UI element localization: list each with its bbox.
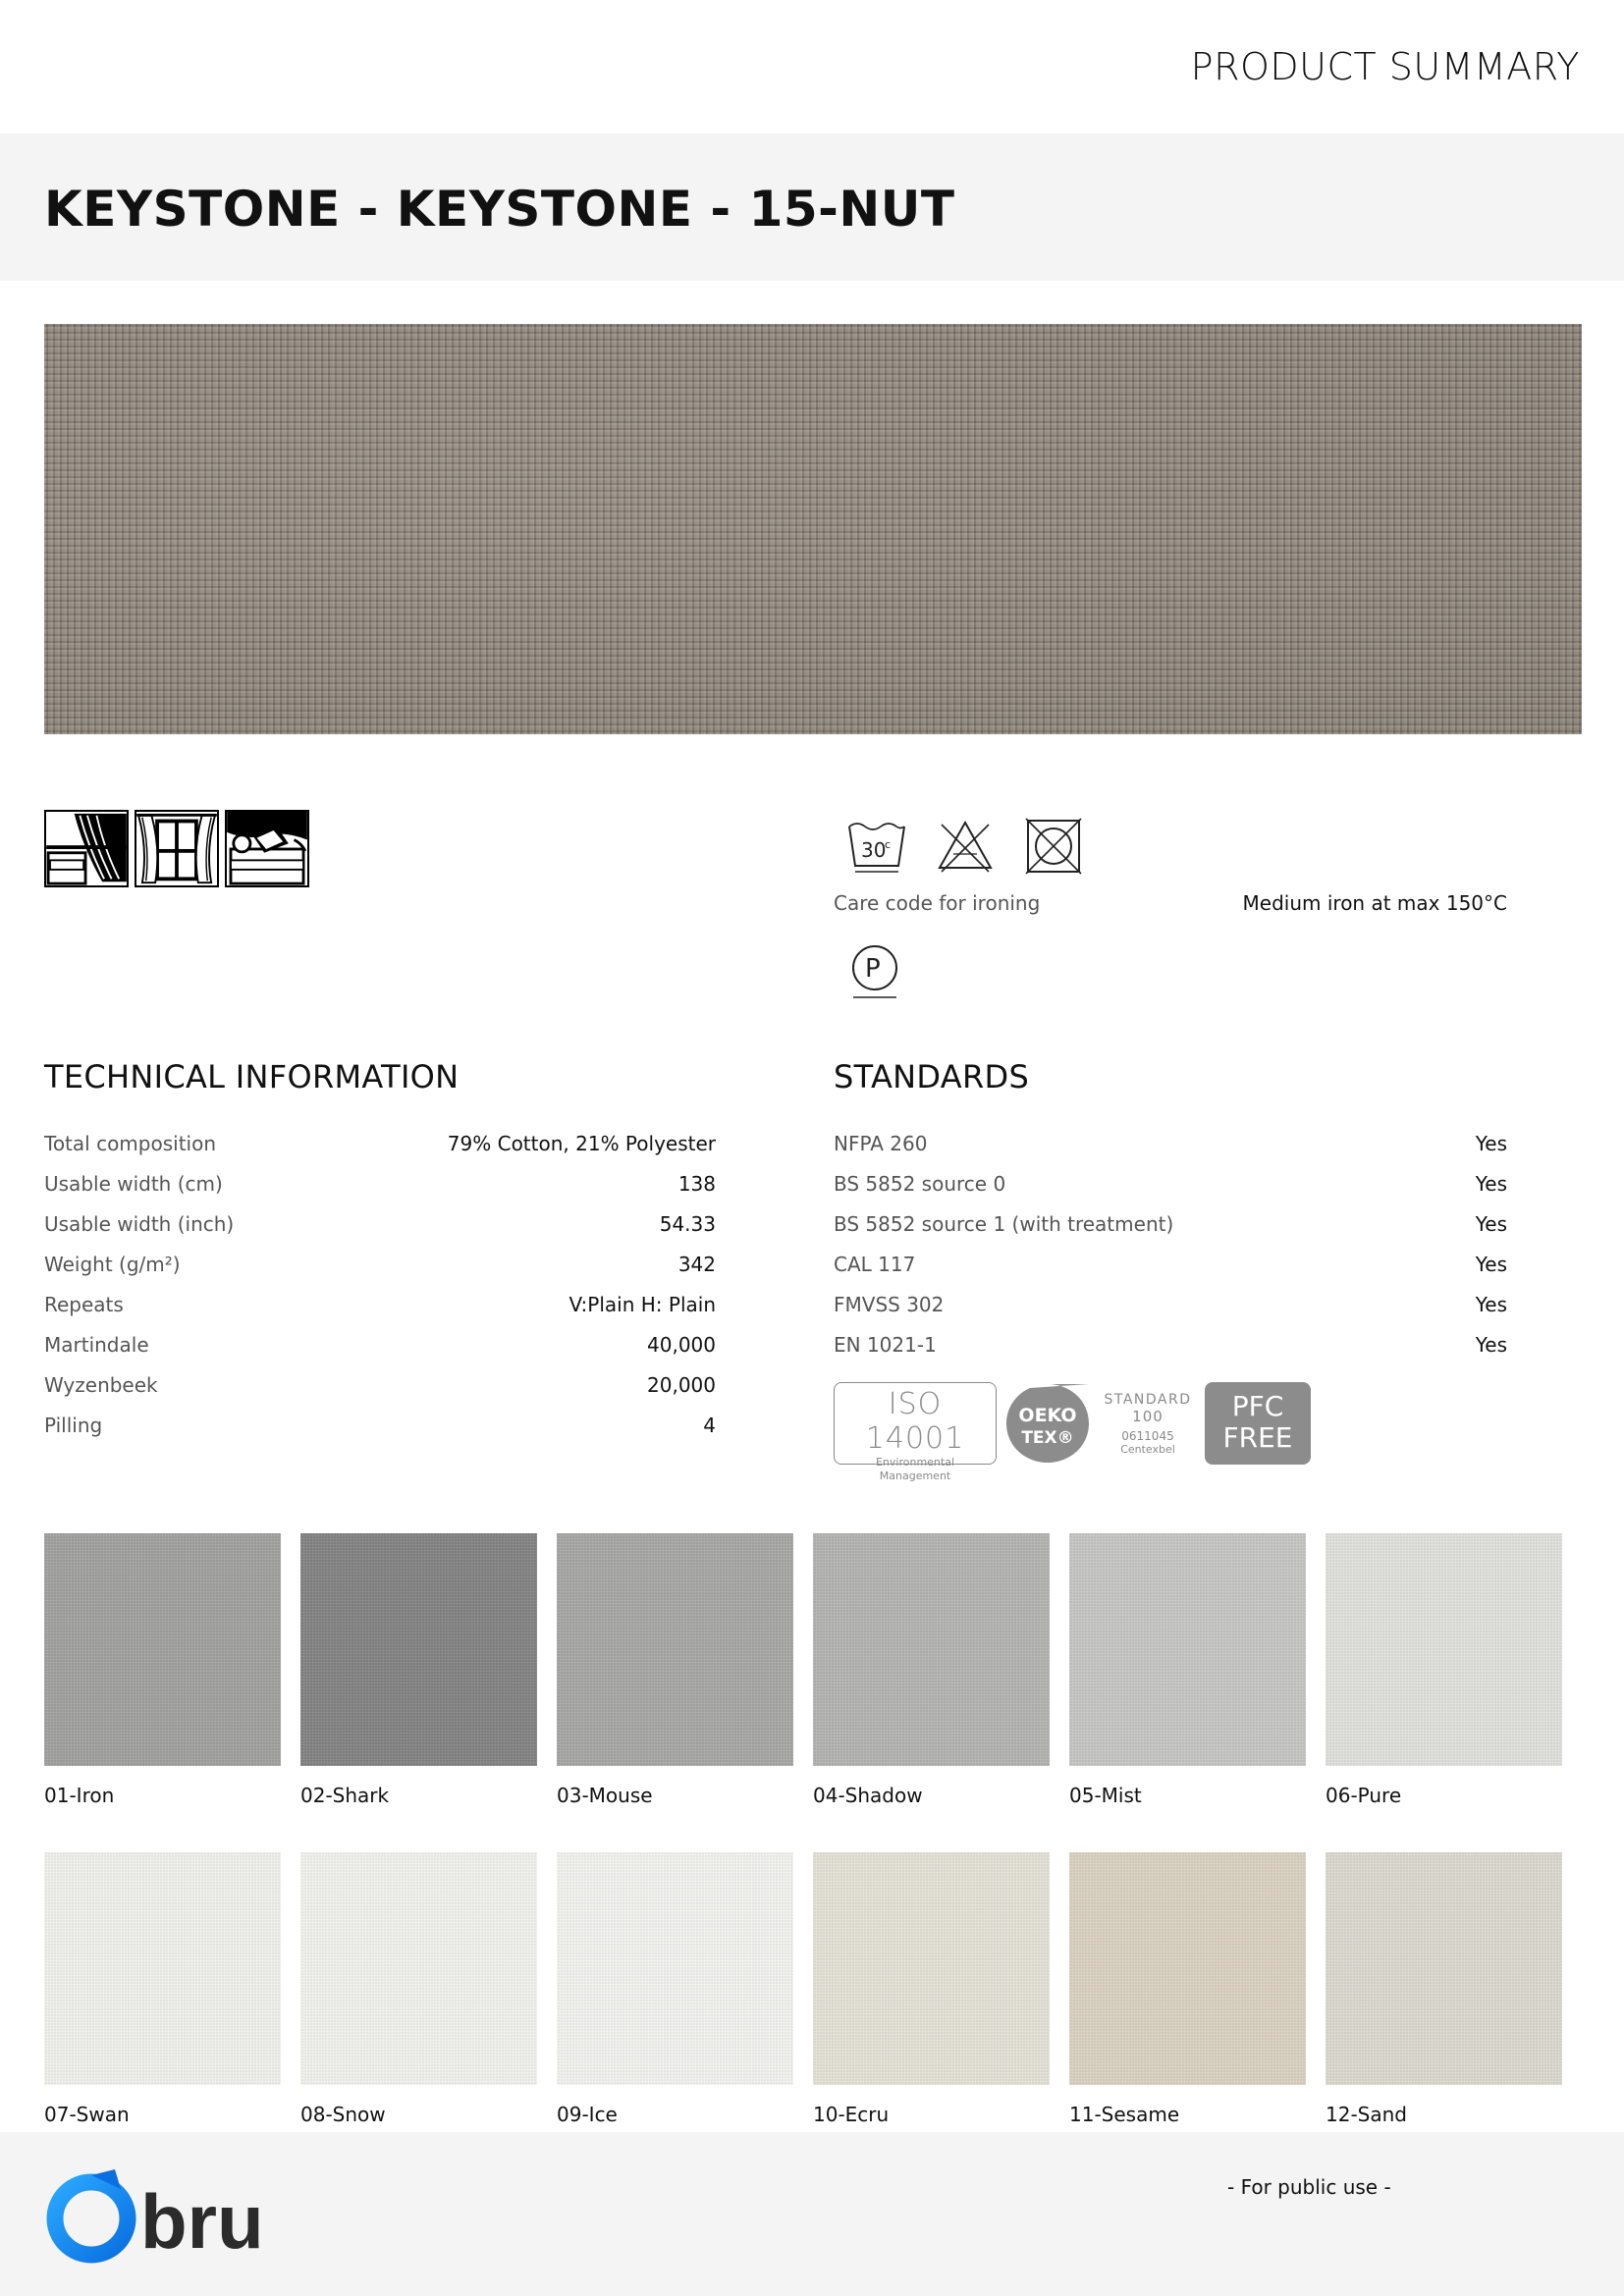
colorway-item[interactable]: [813, 1533, 1050, 1807]
colorway-chip: [1326, 1852, 1562, 2085]
pfc-line-1: PFC: [1231, 1390, 1284, 1422]
row-value: Yes: [1475, 1212, 1507, 1236]
row-value: 20,000: [647, 1373, 716, 1397]
row-label: BS 5852 source 1 (with treatment): [834, 1212, 1174, 1236]
table-row: [834, 1253, 1507, 1293]
colorway-item[interactable]: [300, 1533, 537, 1807]
colorway-label: 01-Iron: [44, 1784, 115, 1807]
row-label: Pilling: [44, 1414, 103, 1437]
colorway-chip: [44, 1533, 281, 1766]
row-label: BS 5852 source 0: [834, 1172, 1006, 1196]
row-value: 79% Cotton, 21% Polyester: [447, 1132, 716, 1155]
row-label: Martindale: [44, 1333, 149, 1357]
table-row: [44, 1293, 716, 1333]
colorway-chip: [813, 1533, 1050, 1766]
row-value: 342: [677, 1253, 716, 1276]
colorway-item[interactable]: [44, 1852, 281, 2126]
standard-100-label: [1099, 1392, 1197, 1456]
row-value: 4: [703, 1414, 716, 1437]
row-value: Yes: [1475, 1253, 1507, 1276]
technical-table: [44, 1132, 716, 1454]
row-value: V:Plain H: Plain: [568, 1293, 716, 1316]
public-use-note: - For public use -: [1227, 2175, 1391, 2199]
certification-badges: [834, 1382, 1311, 1482]
colorway-item[interactable]: [300, 1852, 537, 2126]
table-row: [834, 1172, 1507, 1212]
row-label: EN 1021-1: [834, 1333, 937, 1357]
colorway-label: 02-Shark: [300, 1784, 390, 1807]
wash-30-icon: [845, 815, 908, 878]
care-label: Care code for ironing: [834, 891, 1041, 915]
row-label: Total composition: [44, 1132, 216, 1155]
wash-temp: 30: [861, 838, 887, 862]
window-curtain-icon: [135, 810, 219, 887]
dry-clean-letter: P: [865, 954, 881, 984]
colorway-label: 04-Shadow: [813, 1784, 923, 1807]
fabric-hero-swatch: [44, 324, 1582, 734]
colorway-label: 06-Pure: [1326, 1784, 1402, 1807]
title-band: [0, 133, 1624, 281]
std-line-3: 0611045: [1121, 1428, 1174, 1443]
colorway-item[interactable]: [1069, 1852, 1306, 2126]
pfc-line-2: FREE: [1222, 1421, 1293, 1454]
row-value: Yes: [1475, 1293, 1507, 1316]
usage-icons: [44, 810, 309, 887]
colorway-chip: [300, 1852, 537, 2085]
logo-text: bru: [140, 2178, 264, 2264]
standards-table: [834, 1132, 1507, 1373]
table-row: [834, 1132, 1507, 1172]
colorway-item[interactable]: [44, 1533, 281, 1807]
table-row: [44, 1172, 716, 1212]
std-line-4: Centexbel: [1120, 1442, 1175, 1456]
table-row: [834, 1293, 1507, 1333]
colorway-item[interactable]: [1326, 1852, 1562, 2126]
row-label: Weight (g/m²): [44, 1253, 181, 1276]
dry-clean-p-icon: [847, 942, 902, 1001]
iso-14001-badge: [834, 1382, 997, 1482]
care-section: [834, 815, 1590, 984]
row-value: Yes: [1475, 1132, 1507, 1155]
row-value: 40,000: [647, 1333, 716, 1357]
brand-logo[interactable]: [44, 2167, 280, 2264]
colorway-chip: [557, 1533, 793, 1766]
row-label: CAL 117: [834, 1253, 916, 1276]
colorway-label: 12-Sand: [1326, 2103, 1407, 2126]
row-value: 138: [677, 1172, 716, 1196]
doc-label: PRODUCT SUMMARY: [1190, 45, 1580, 88]
colorway-item[interactable]: [557, 1852, 793, 2126]
oeko-line-2: TEX®: [1021, 1428, 1074, 1448]
no-tumble-dry-icon: [1022, 815, 1085, 878]
std-line-1: STANDARD: [1104, 1391, 1192, 1408]
row-label: Wyzenbeek: [44, 1373, 158, 1397]
sofa-cushion-icon: [225, 810, 309, 887]
iso-main: ISO 14001: [865, 1387, 965, 1456]
colorway-chip: [1326, 1533, 1562, 1766]
colorway-label: 09-Ice: [557, 2103, 618, 2126]
colorway-label: 07-Swan: [44, 2103, 130, 2126]
table-row: [44, 1373, 716, 1414]
technical-title: TECHNICAL INFORMATION: [44, 1058, 460, 1095]
colorway-label: 08-Snow: [300, 2103, 386, 2126]
pfc-free-badge: [1205, 1382, 1311, 1465]
row-label: Usable width (cm): [44, 1172, 223, 1196]
no-bleach-icon: [934, 815, 997, 878]
colorway-chip: [1069, 1533, 1306, 1766]
oeko-line-1: OEKO: [1018, 1405, 1077, 1426]
standards-title: STANDARDS: [834, 1058, 1030, 1095]
table-row: [44, 1253, 716, 1293]
std-line-2: 100: [1132, 1407, 1164, 1425]
row-label: NFPA 260: [834, 1132, 928, 1155]
wash-temp-unit: c: [885, 838, 892, 851]
colorway-label: 03-Mouse: [557, 1784, 653, 1807]
iso-sub-1: Environmental: [875, 1456, 955, 1468]
colorway-label: 11-Sesame: [1069, 2103, 1180, 2126]
table-row: [44, 1212, 716, 1253]
colorway-chip: [1069, 1852, 1306, 2085]
colorway-item[interactable]: [1326, 1533, 1562, 1807]
oeko-tex-badge: [1004, 1382, 1091, 1465]
colorway-chip: [300, 1533, 537, 1766]
colorway-item[interactable]: [1069, 1533, 1306, 1807]
product-title: KEYSTONE - KEYSTONE - 15-NUT: [44, 181, 955, 238]
row-value: 54.33: [659, 1212, 716, 1236]
row-label: FMVSS 302: [834, 1293, 945, 1316]
colorway-label: 10-Ecru: [813, 2103, 890, 2126]
colorway-chip: [44, 1852, 281, 2085]
row-value: Yes: [1475, 1333, 1507, 1357]
armchair-curtain-icon: [44, 810, 129, 887]
colorway-chip: [557, 1852, 793, 2085]
colorway-label: 05-Mist: [1069, 1784, 1142, 1807]
table-row: [44, 1333, 716, 1373]
table-row: [834, 1333, 1507, 1373]
colorway-chip: [813, 1852, 1050, 2085]
table-row: [44, 1132, 716, 1172]
footer: [0, 2132, 1624, 2296]
table-row: [834, 1212, 1507, 1253]
colorway-grid: [44, 1533, 1596, 2171]
row-value: Yes: [1475, 1172, 1507, 1196]
colorway-item[interactable]: [813, 1852, 1050, 2126]
colorway-item[interactable]: [557, 1533, 793, 1807]
table-row: [44, 1414, 716, 1454]
row-label: Repeats: [44, 1293, 124, 1316]
care-value: Medium iron at max 150°C: [1242, 891, 1507, 915]
iso-sub-2: Management: [879, 1469, 951, 1482]
row-label: Usable width (inch): [44, 1212, 235, 1236]
